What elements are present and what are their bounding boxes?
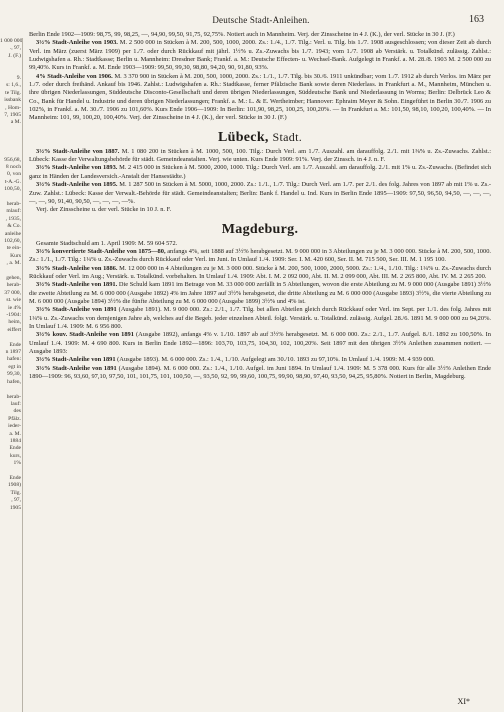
loan-title: 3½% konvertierte Stadt-Anleihe von 1875—80,	[36, 247, 166, 255]
left-margin-line	[0, 334, 22, 341]
loan-title: 3½% Stadt-Anleihe von 1891.	[36, 281, 118, 289]
left-margin-line: s: 1,6.,	[6, 82, 21, 89]
loan-details: Die Schuld kam 1891 im Betrage von M. 33 000 000 zerfällt in 5 Abteilungen, wovon die erste Abteilung zu M. 9 000 000 (Ausgabe 1891) 3½% die zweite Abteilung zu M. 6 000 000 (Ausgabe 1892) 4% im Jahre 1897 auf 3½% herabgesetzt, die dritte Abteilung zu M. 6 000 000 (Ausgabe 1893) 3½%, die vierte Abteilung zu M. 6 000 000 (Ausgabe 1894) 3½% die fünfte Abteilung zu M. 6 000 000 (Ausgabe 1899) 3½% und 4% ist.	[29, 281, 491, 305]
loan-details: (Ausgabe 1892), anfangs 4% v. 1./10. 1897 ab auf 3½% herabgesetzt. M. 6 000 000. Zs.: 2./1., 1./7. Aufgel. 8./1. 1892 zu 100,50%. In Umlauf 1./4. 1909: M. 4 690 800. Kurs in Berlin Ende 1892—1896: 103,70, 103,75, 104,30, 102, 100,20%. Seit 1897 mit den übrigen 3½% Anleihen zusammen notiert. — Ausgabe 1893:	[29, 331, 491, 355]
left-margin-line: egt in	[8, 363, 21, 370]
text-paragraph	[29, 206, 491, 214]
city-name: Lübeck,	[217, 129, 269, 145]
left-margin-line: issbank	[4, 97, 21, 104]
left-margin-line: 7, 1905	[4, 112, 21, 119]
loan-entry	[29, 164, 491, 181]
page-header	[24, 14, 498, 30]
text-paragraph	[29, 240, 491, 248]
left-margin-line: , 1935,	[5, 215, 21, 222]
loan-entry	[29, 181, 491, 206]
loan-title: 3½% Stadt-Anleihe von 1891	[36, 356, 116, 364]
left-margin-line: , a. M.	[6, 260, 21, 267]
left-margin-line	[0, 468, 22, 475]
city-type: Stadt.	[272, 129, 302, 144]
loan-title: 3½% Stadt-Anleihe von 1895.	[36, 181, 118, 189]
loan-title: 3½% Stadt-Anleihe von 1887.	[36, 147, 120, 155]
left-margin-line: ieder-	[8, 423, 21, 430]
loan-entry	[29, 265, 491, 282]
left-margin-line: 9.	[16, 75, 21, 82]
left-margin-line: anleihe	[4, 230, 21, 237]
left-margin-line: Ende	[9, 341, 21, 348]
left-margin-line: Ende	[9, 474, 21, 481]
left-margin-line: hafen:	[7, 356, 21, 363]
loan-details: M. 3 370 900 in Stücken à M. 200, 500, 1000, 2000. Zs.: 1./1., 1./7. Tilg. bis 30./6. 1911 unkündbar; vom 1./7. 1912 ab durch Verlos. im März per 1./7. oder durch freihänd. Ankauf bis 1946. Zahlst.: Ludwigshafen a. Rh.: Stadtkasse, ferner Pfälzische Bank sowie deren Niederlass. in Frankfurt a. M., Mannheim, München u. ihre übrigen Niederlassungen, Süddeutsche Disconto-Gesellschaft und deren übrigen Niederlassungen, Süddeutsche Bank und Niederlassung in Worms; Berlin: Delbrück Leo & Co., Bank für Handel u. Industrie und deren übrigen Niederlassungen; Frankf. a. M.: L. & E. Wertheimber; Hannover: Ephraim Meyer & Sohn. Eingeführt in Berlin 30./7. 1906 zu 102%, in Frankf. a. M. 30./7. 1906 zu 101,60%. Kurs Ende 1906—1909: In Berlin: 101,90, 98,25, 100,25, 100,20%. — In Frankfurt a. M.: 101,50, 98,10, 100,20, 100,40%. — In Mannheim: 101, 99, 100,20, 100,40%. Verj. der Zinsscheine in 4 J. (K.), der verl. Stücke in 30 J. (F.)	[29, 72, 491, 122]
left-margin-line: 1 000 000	[0, 38, 23, 44]
left-margin-line: a. M.	[9, 430, 21, 437]
left-margin-line: herab-	[6, 282, 21, 289]
left-margin-column	[0, 38, 23, 712]
loan-details: Verj. der Zinsscheine u. der verl. Stücke in 10 J. n. F.	[36, 206, 172, 214]
loan-entry	[29, 356, 491, 364]
loan-entry	[29, 73, 491, 123]
left-margin-line: 8 noch	[5, 163, 21, 170]
loan-title: 4% Stadt-Anleihe von 1906.	[36, 72, 113, 80]
city-heading	[29, 222, 491, 238]
left-margin-line: eiffert	[7, 326, 21, 333]
loan-details: (Ausgabe 1893). M. 6 000 000. Zs.: 1./4., 1./10. Aufgelegt am 30./10. 1893 zu 97,10%. In Umlauf 1./4. 1909: M. 4 939 000.	[115, 356, 435, 364]
left-margin-line: 1884	[9, 437, 21, 444]
loan-details: M. 2 500 000 in Stücken à M. 200, 500, 1000, 2000. Zs.: 1./4., 1./7. Tilg.: Verl. u. Tilg. bis 1./7. 1908 ausgeschlossen; von dieser Zeit ab durch Verl. im März (zuerst März 1909) per 1./7. oder durch Rückkauf mit jährl. 1½% u. Zs.-Zuwachs bis 1./7. 1943; vom 1./7. 1908 ab Verstärk. u. Totalkünd. zulässig. Zahlst.: Ludwigshafen a. Rh.: Stadtkasse; Berlin u. Mannheim: Dresdner Bank; Frankf. a. M.: Deutsche Effecten- u. Wechsel-Bank. Aufgelegt in Frankf. a. M. 28./8. 1903 M. 2 500 000 zu 99,40%. Kurs in Frankf. a. M. Ende 1903—1909: 99,50, 99,30, 98,80, 94,20, 90, 91,80, 93%.	[29, 39, 491, 72]
loan-details: M. 2 415 000 in Stücken à M. 5000, 2000, 1000. Tilg.: Durch Verl. am 1./7. Auszahl. am darauffolg. 2./1. mit 1% u. Zs.-Zuwachs. (Befindet sich ganz in Händen der Landesversich.-Anstalt der Hansestädte.)	[29, 164, 491, 180]
left-margin-line: lauf:	[10, 400, 21, 407]
loan-title: 3½% Stadt-Anleihe von 1893.	[36, 164, 118, 172]
city-name: Magdeburg.	[221, 221, 299, 237]
left-margin-line	[0, 194, 22, 201]
loan-title: 3½% kouv. Stadt-Anleihe von 1891	[36, 331, 134, 339]
loan-entry	[29, 306, 491, 331]
left-margin-line: & Co.	[7, 223, 21, 230]
loan-details: (Ausgabe 1891). M. 9 000 000. Zs.: 2./1., 1./7. Tilg. bei allen Abteilen gleich durch Rückkauf oder Verl. im Sept. per 1./1. des folg. Jahres mit 1¼% u. Zs.-Zuwachs von demjenigen Jahre ab, welches auf die Begeb. jeder einzelnen Abteil. folgt. Verstärk. u. Totalkünd. zulässig. Aufgel. 28./6. 1891 M. 9 000 000 zu 94,20%. In Umlauf 1./4. 1909: M. 6 956 800.	[29, 306, 491, 330]
left-margin-line: 956,68,	[4, 156, 21, 163]
left-margin-line: 99,30,	[7, 371, 21, 378]
left-margin-line: mlauf:	[6, 208, 21, 215]
left-margin-line	[0, 386, 22, 393]
left-margin-line: ., 97,	[9, 45, 21, 52]
loan-entry	[29, 331, 491, 356]
loan-entry	[29, 148, 491, 165]
left-margin-line	[0, 127, 22, 134]
left-margin-line: Tilg.	[10, 489, 21, 496]
left-margin-line: hafen,	[7, 378, 21, 385]
left-margin-line: 102,60,	[4, 237, 21, 244]
left-margin-line: 37 000,	[4, 289, 21, 296]
loan-details: Gesamte Stadtschuld am 1. April 1909: M. 59 604 572.	[36, 239, 178, 247]
left-margin-line: te ein-	[6, 245, 21, 252]
left-margin-line: -1904:	[6, 312, 21, 319]
left-margin-line: st. wie	[6, 297, 21, 304]
left-margin-line: Ende	[9, 445, 21, 452]
left-margin-line: heim,	[8, 319, 21, 326]
left-margin-line: , Hom-	[5, 104, 21, 111]
left-margin-line: 1%	[13, 460, 21, 467]
loan-title: 3½% Stadt-Anleihe von 1891	[36, 306, 117, 314]
left-margin-line: te Tilg.	[5, 89, 21, 96]
left-margin-line: 100,50,	[4, 186, 21, 193]
left-margin-line: kurs,	[9, 452, 21, 459]
left-margin-line	[0, 142, 22, 149]
loan-details: anfangs 4%, seit 1888 auf 3½% herabgesetzt. M. 9 000 000 in 3 Abteilungen zu je M. 3 000 000. Stücke à M. 200, 500, 1000. Zs.: 1./1., 1./7. Tilg.: 1¼% u. Zs.-Zuwachs durch Rückkauf oder Verl. im Juni. In Umlauf 1./4. 1909: Ser. I. M. 420 600, Ser. II. M. 715 500, Ser. III. M. 1 195 100.	[29, 247, 491, 264]
main-text-column	[29, 31, 491, 700]
left-margin-line: J. (F.)	[8, 52, 21, 59]
left-margin-line: t-A.-G.	[4, 178, 21, 185]
loan-entry	[29, 248, 491, 265]
loan-entry	[29, 39, 491, 72]
loan-title: 3½% Stadt-Anleihe von 1891	[36, 364, 117, 372]
left-margin-line: herab-	[6, 200, 21, 207]
loan-entry	[29, 281, 491, 306]
left-margin-line: 1908)	[7, 482, 21, 489]
loan-details: (Ausgabe 1894). M. 6 000 000. Zs.: 1./4., 1./10. Aufgel. im Juni 1894. In Umlauf 1./4. 1909: M. 5 378 000. Kurs für alle 3½% Anleihen Ende 1890—1909: 96, 93,60, 97,10, 97,50, 101, 101,75, 101, 100,50, —, 93,50, 92, 99, 99,60, 100,75, 99,90, 98,90, 97,40, 93,50, 94,25, 95,80%. Notiert in Berlin, Magdeburg.	[29, 364, 491, 381]
left-margin-line: 0, von	[7, 171, 21, 178]
left-margin-line: , 97,	[11, 497, 21, 504]
left-margin-line: gehen,	[6, 275, 21, 281]
running-title: Deutsche Stadt-Anleihen.	[212, 15, 310, 25]
left-margin-line	[0, 68, 22, 75]
text-paragraph	[29, 31, 491, 39]
sheet-signature: XI*	[457, 697, 470, 706]
left-margin-line: 1905	[9, 504, 21, 511]
loan-details: M. 1 080 200 in Stücken à M. 1000, 500, 100. Tilg.: Durch Verl. am 1./7. Auszahl. am darauffolg. 2./1. mit 1⅜% u. Zs.-Zuwachs. Zahlst.: Lübeck: Kasse der Verwaltungsbehörde für städt. Gemeindeanstalten. Verj. wie unten. Kurs Ende 1909: 91%. Verj. der Zinssch. in 4 J. n. F.	[29, 147, 491, 164]
loan-details: M. 1 287 500 in Stücken à M. 5000, 1000, 2000. Zs.: 1./1., 1./7. Tilg.: Durch Verl. am 1./7. per 2./1. des folg. Jahres von 1897 ab mit 1% u. Zs.-Zuw. Zahlst.: Lübeck: Kasse der Verwalt.-Behörde für städt. Gemeindeanstalten; Berlin: Bank f. Handel u. Ind. Kurs in Berlin Ende 1895—1909: 97,50, 96,50, 94,50, —, —, —, —, —, 90, 91,40, 90,50, —, —, —, —%.	[29, 181, 491, 205]
left-margin-line: n 1897	[5, 349, 21, 356]
left-margin-line	[0, 60, 22, 67]
left-margin-line: Pfälz.	[8, 415, 21, 422]
loan-details: Berlin Ende 1902—1909: 98,75, 99, 98,25, —, 94,90, 99,50, 91,75, 92,75%. Notiert auch in Mannheim. Verj. der Zinsscheine in 4 J. (K.), der verl. Stücke in 30 J. (F.)	[29, 31, 455, 38]
page-number: 163	[469, 14, 484, 25]
loan-title: 3½% Stadt-Anleihe von 1903.	[36, 39, 118, 47]
city-heading	[29, 130, 491, 146]
loan-entry	[29, 365, 491, 382]
left-margin-line: ie 4%	[8, 304, 21, 311]
left-margin-line	[0, 134, 22, 141]
left-margin-line: Kurs	[10, 252, 21, 259]
loan-title: 3½% Stadt-Anleihe von 1886.	[36, 264, 118, 272]
left-margin-line	[0, 149, 22, 156]
loan-details: M. 12 000 000 in 4 Abteilungen zu je M. 3 000 000. Stücke à M. 200, 500, 1000, 2000, 5000. Zs.: 1./4., 1./10. Tilg.: 1¼% u. Zs.-Zuwachs durch Rückkauf oder Verl. im Aug.; Verstärk. u. Totalkünd. vorbehalten. In Umlauf 1./4. 1909: Abt. I. M. 2 092 000, Abt. II. M. 2 099 000, Abt. III. M. 2 265 800, Abt. IV. M. 2 265 200.	[29, 264, 491, 280]
left-margin-line: a M.	[10, 119, 21, 126]
left-margin-line	[0, 268, 22, 275]
left-margin-line: des	[13, 408, 21, 415]
left-margin-line: herab-	[6, 393, 21, 400]
